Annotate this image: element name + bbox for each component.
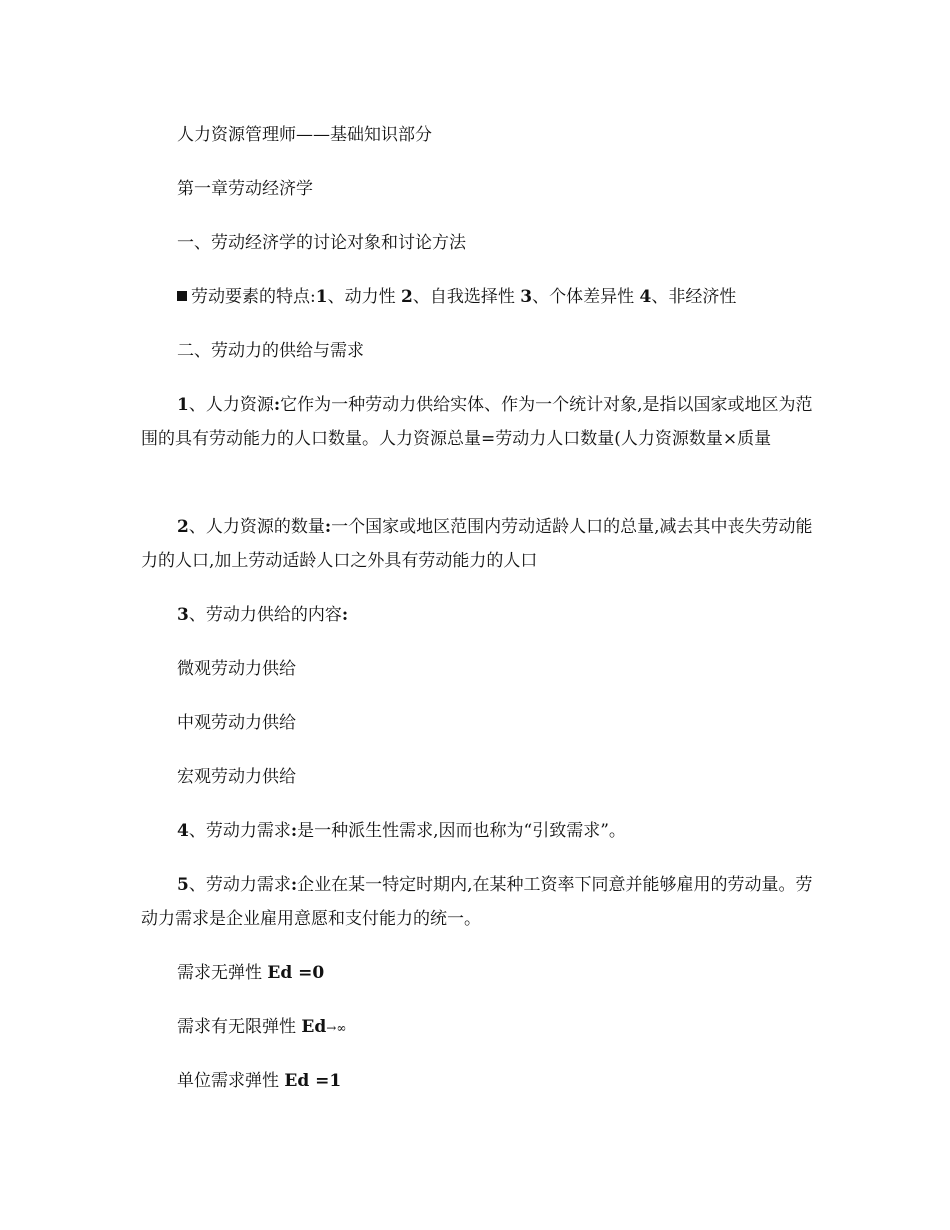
document-title: 人力资源管理师——基础知识部分 bbox=[177, 125, 432, 145]
elasticity-infinite: 需求有无限弹性 Ed→∞ bbox=[177, 1017, 347, 1037]
elasticity-zero: 需求无弹性 Ed =0 bbox=[177, 963, 325, 983]
elasticity-unit: 单位需求弹性 Ed =1 bbox=[177, 1071, 342, 1091]
supply-item-meso: 中观劳动力供给 bbox=[177, 713, 296, 733]
black-square-bullet-icon bbox=[177, 291, 187, 301]
arrow-infinity-icon: →∞ bbox=[326, 1021, 347, 1035]
item-5-paragraph: 5、劳动力需求:企业在某一特定时期内,在某种工资率下同意并能够雇用的劳动量。劳动力需求是企业雇用意愿和支付能力的统一。 bbox=[141, 875, 813, 929]
chapter-heading: 第一章劳动经济学 bbox=[177, 179, 313, 199]
item-2-paragraph: 2、人力资源的数量:一个国家或地区范围内劳动适龄人口的总量,减去其中丧失劳动能力的人口,加上劳动适龄人口之外具有劳动能力的人口 bbox=[141, 517, 813, 571]
section-heading-1: 一、劳动经济学的讨论对象和讨论方法 bbox=[177, 233, 466, 253]
item-3-paragraph: 3、劳动力供给的内容: bbox=[177, 605, 349, 625]
item-4-paragraph: 4、劳动力需求:是一种派生性需求,因而也称为“引致需求”。 bbox=[177, 821, 626, 841]
supply-item-macro: 宏观劳动力供给 bbox=[177, 767, 296, 787]
section-heading-2: 二、劳动力的供给与需求 bbox=[177, 341, 364, 361]
item-1-paragraph: 1、人力资源:它作为一种劳动力供给实体、作为一个统计对象,是指以国家或地区为范围的具有劳动能力的人口数量。人力资源总量=劳动力人口数量(人力资源数量×质量 bbox=[141, 395, 813, 449]
bullet-paragraph: 劳动要素的特点:1、动力性 2、自我选择性 3、个体差异性 4、非经济性 bbox=[141, 280, 821, 314]
supply-item-micro: 微观劳动力供给 bbox=[177, 659, 296, 679]
